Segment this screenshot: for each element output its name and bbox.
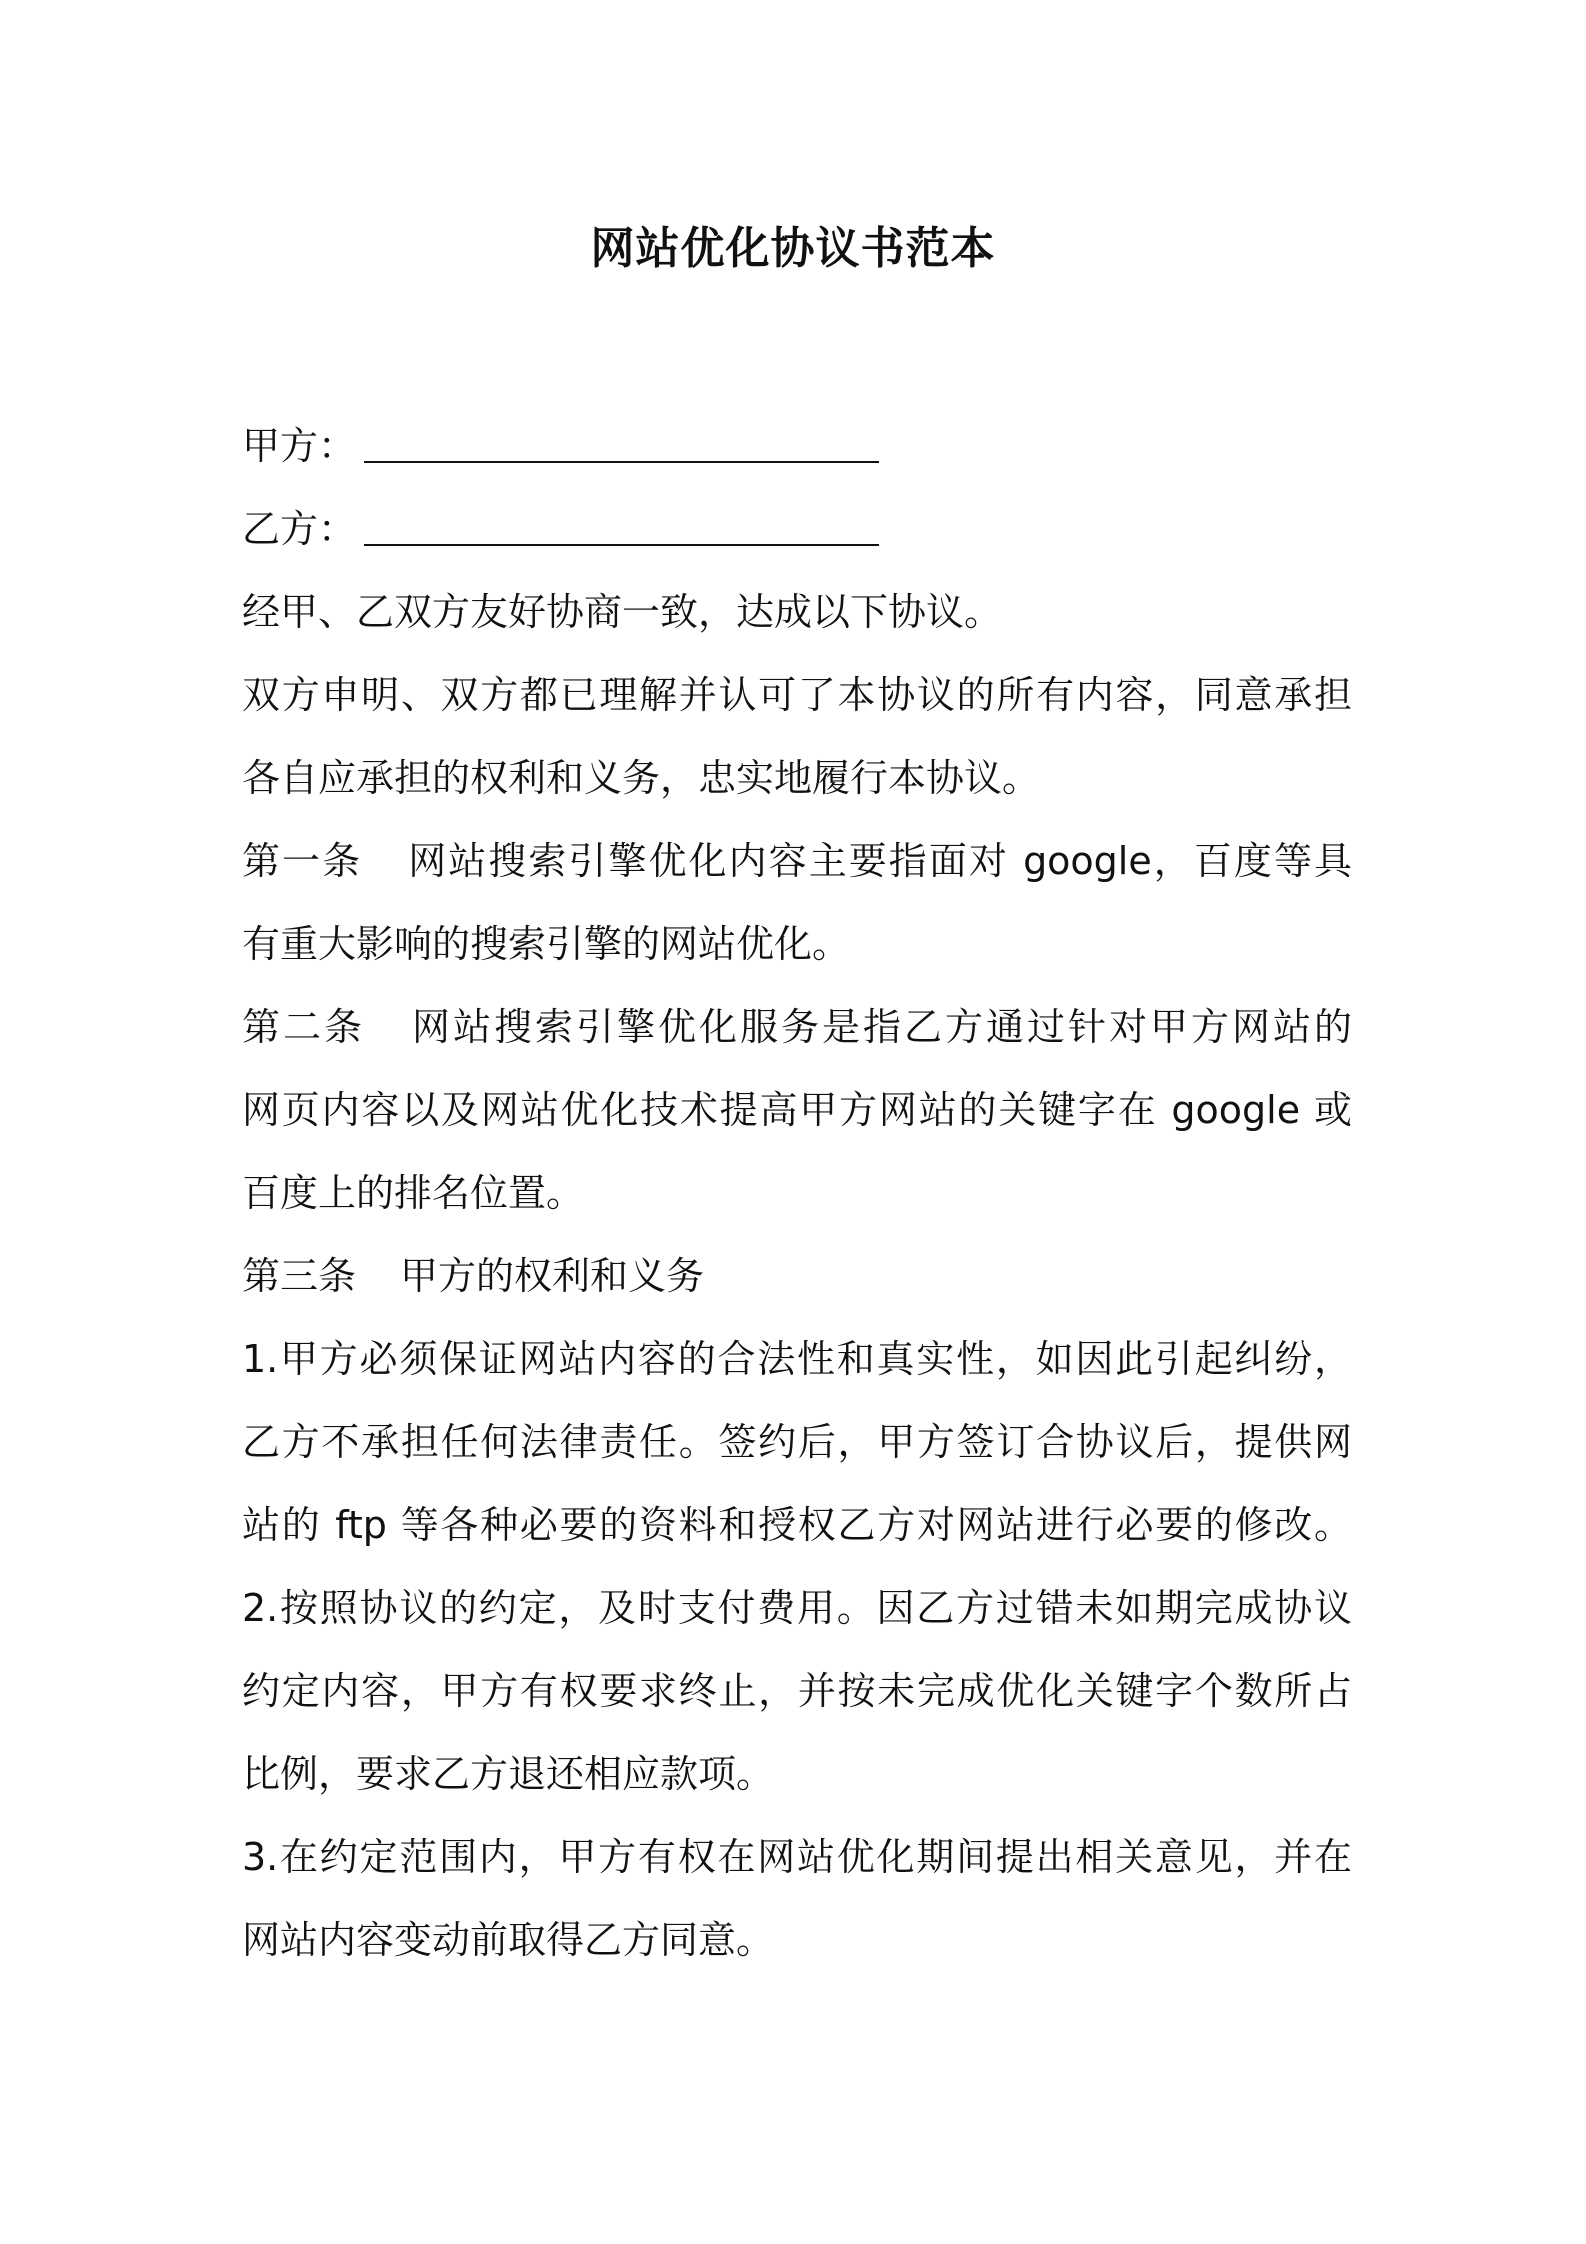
- article-2-line-3: 百度上的排名位置。: [242, 1171, 585, 1215]
- article-1-line-2: 有重大影响的搜索引擎的网站优化。: [242, 922, 851, 966]
- article-1-text: 网站搜索引擎优化内容主要指面对 google，百度等具: [406, 839, 1352, 883]
- document-title: 网站优化协议书范本: [590, 223, 996, 274]
- article-3-heading: [242, 1235, 1352, 1318]
- item-line-8: 网站内容变动前取得乙方同意。: [242, 1918, 775, 1962]
- document-body: [242, 405, 1352, 1982]
- intro-line: 经甲、乙双方友好协商一致，达成以下协议。: [242, 590, 1003, 634]
- article-2-text: 网站搜索引擎优化服务是指乙方通过针对甲方网站的: [409, 1005, 1352, 1049]
- article-3-title: 甲方的权利和义务: [400, 1254, 705, 1298]
- item-line-1: 1.甲方必须保证网站内容的合法性和真实性，如因此引起纠纷，: [242, 1337, 1352, 1381]
- party-a-blank: [364, 461, 879, 463]
- item-line-2: 乙方不承担任何法律责任。签约后，甲方签订合协议后，提供网: [242, 1420, 1352, 1464]
- party-a-line: [242, 405, 1352, 488]
- item-line-5: 约定内容，甲方有权要求终止，并按未完成优化关键字个数所占: [242, 1669, 1352, 1713]
- article-2-line-2: 网页内容以及网站优化技术提高甲方网站的关键字在 google 或: [242, 1088, 1352, 1132]
- article-3-label: 第三条: [242, 1254, 357, 1298]
- item-line-3: 站的 ftp 等各种必要的资料和授权乙方对网站进行必要的修改。: [242, 1503, 1352, 1547]
- article-2-line-1: [242, 986, 1352, 1069]
- party-b-label: 乙方：: [242, 507, 357, 551]
- article-2-label: 第二条: [242, 1005, 365, 1049]
- article-1-line-1: [242, 820, 1352, 903]
- declaration-line-2: 各自应承担的权利和义务，忠实地履行本协议。: [242, 756, 1041, 800]
- article-1-label: 第一条: [242, 839, 363, 883]
- item-line-4: 2.按照协议的约定，及时支付费用。因乙方过错未如期完成协议: [242, 1586, 1352, 1630]
- party-a-label: 甲方：: [242, 424, 357, 468]
- party-b-blank: [364, 544, 879, 546]
- item-line-7: 3.在约定范围内，甲方有权在网站优化期间提出相关意见，并在: [242, 1835, 1352, 1879]
- declaration-line-1: 双方申明、双方都已理解并认可了本协议的所有内容，同意承担: [242, 673, 1352, 717]
- party-b-line: [242, 488, 1352, 571]
- item-line-6: 比例，要求乙方退还相应款项。: [242, 1752, 775, 1796]
